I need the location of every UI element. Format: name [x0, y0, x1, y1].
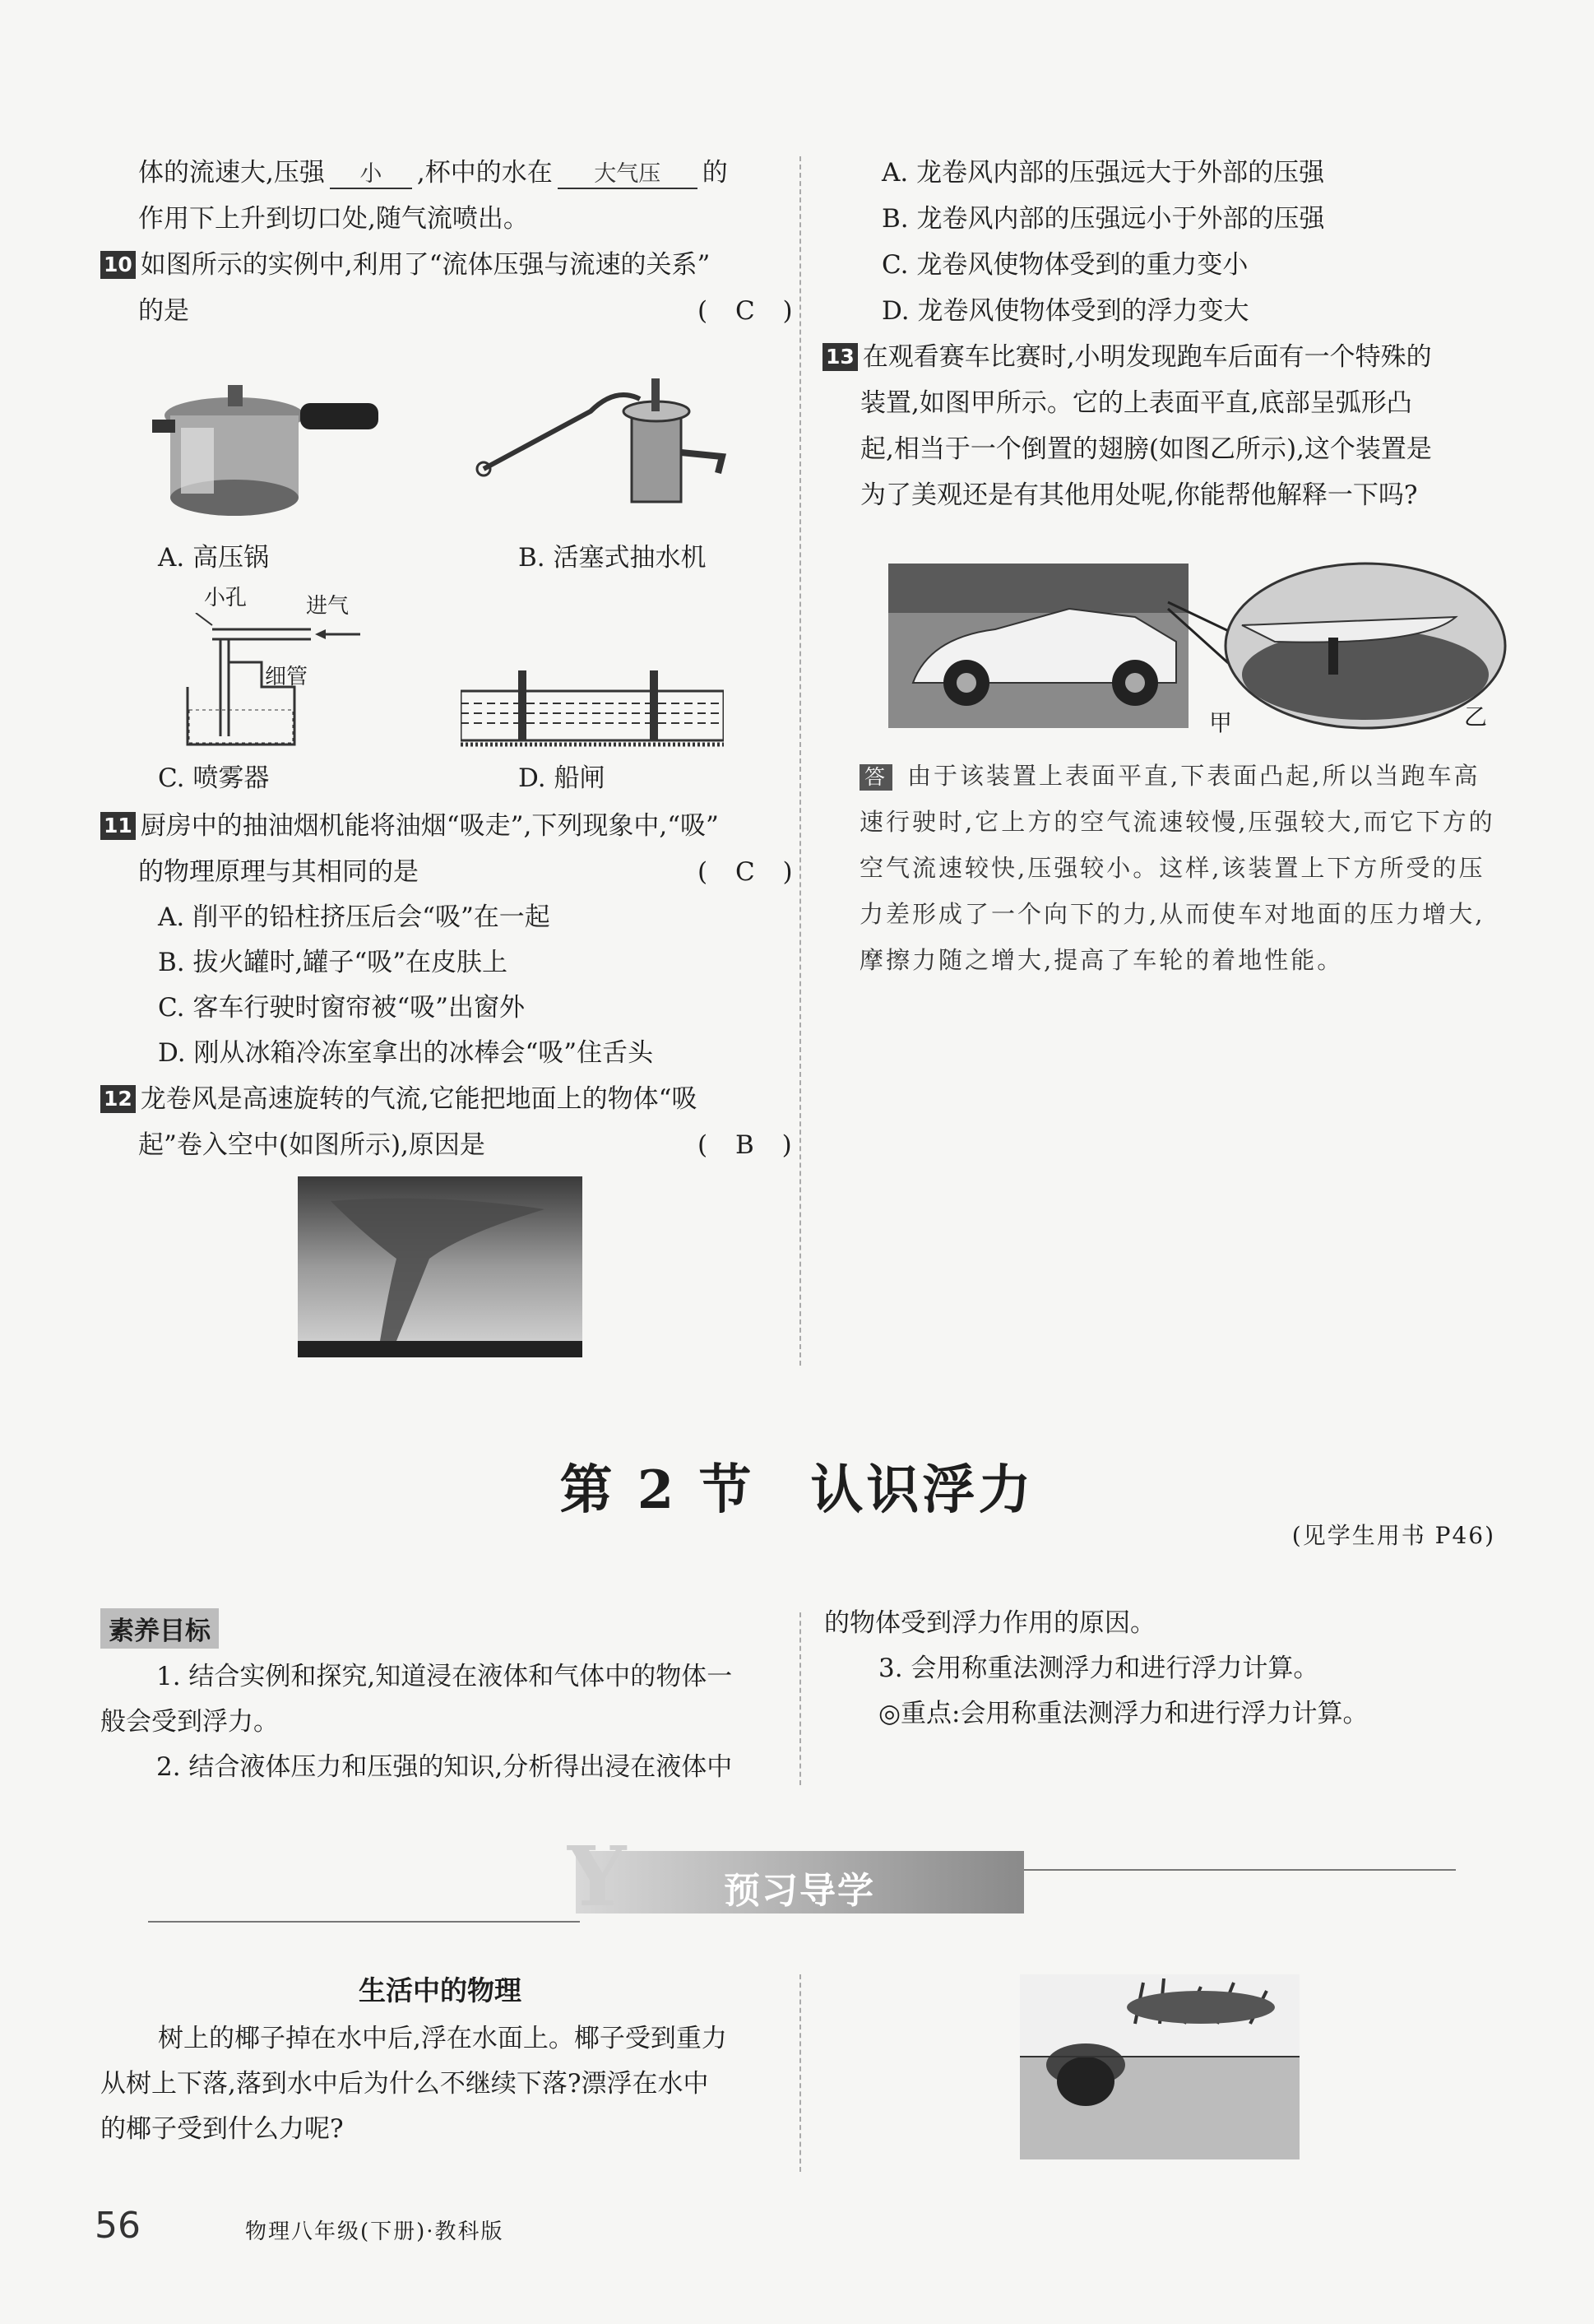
option-a-label: A. 高压锅	[158, 543, 270, 573]
question-number: 10	[100, 251, 136, 279]
question-number: 12	[100, 1085, 136, 1113]
sprayer-diagram	[179, 613, 360, 753]
option-d-label: D. 船闸	[518, 763, 605, 793]
option-b-label: B. 活塞式抽水机	[518, 543, 707, 573]
goal-line-3: 2. 结合液体压力和压强的知识,分析得出浸在液体中	[156, 1752, 733, 1782]
q12-option-c: C. 龙卷风使物体受到的重力变小	[882, 250, 1249, 280]
q12-line1: 12 龙卷风是高速旋转的气流,它能把地面上的物体“吸	[100, 1084, 697, 1115]
q9-line1: 体的流速大,压强 小 ,杯中的水在 大气压 的	[138, 158, 728, 189]
tornado-photo	[298, 1176, 582, 1357]
piston-pump-image	[475, 362, 739, 510]
goal-line-2: 般会受到浮力。	[100, 1707, 279, 1737]
label-thin-tube: 细管	[265, 665, 308, 689]
q13-line3: 起,相当于一个倒置的翅膀(如图乙所示),这个装置是	[860, 434, 1432, 464]
question-number: 13	[822, 343, 858, 371]
answer-badge: 答	[860, 764, 892, 791]
q12-line2: 起”卷入空中(如图所示),原因是	[138, 1130, 485, 1160]
label-hole: 小孔	[204, 586, 248, 610]
life-physics-line3: 的椰子受到什么力呢?	[100, 2114, 344, 2144]
q9-line2: 作用下上升到切口处,随气流喷出。	[138, 204, 529, 234]
q11-option-d: D. 刚从冰箱冷冻室拿出的冰棒会“吸”住舌头	[158, 1038, 654, 1068]
q13-answer-text: 答 由于该装置上表面平直,下表面凸起,所以当跑车高速行驶时,它上方的空气流速较慢,压强较大,而它下方的空气流速较快,压强较小。这样,该装置上下方所受的压力差形成了一个向下的力,从而使车对地面的压力增大,摩擦力随之增大,提高了车轮的着地性能。	[860, 762, 1495, 974]
life-divider	[799, 1974, 801, 2172]
q13-line2: 装置,如图甲所示。它的上表面平直,底部呈弧形凸	[860, 388, 1412, 418]
life-physics-line2: 从树上下落,落到水中后为什么不继续下落?漂浮在水中	[100, 2069, 709, 2099]
page-number: 56	[95, 2205, 141, 2247]
figure-label-yi: 乙	[1464, 703, 1488, 731]
q11-option-a: A. 削平的铅柱挤压后会“吸”在一起	[158, 902, 550, 932]
q11-option-c: C. 客车行驶时窗帘被“吸”出窗外	[158, 993, 526, 1023]
goal-line-1: 1. 结合实例和探究,知道浸在液体和气体中的物体一	[156, 1662, 733, 1691]
section-title: 第 2 节 认识浮力	[559, 1459, 1035, 1521]
book-title-footer: 物理八年级(下册)·教科版	[245, 2220, 504, 2244]
goal-line-4: 的物体受到浮力作用的原因。	[824, 1608, 1156, 1638]
textbook-reference: (见学生用书 P46)	[1291, 1522, 1495, 1549]
goal-line-5: 3. 会用称重法测浮力和进行浮力计算。	[878, 1654, 1319, 1683]
label-air-in: 进气	[306, 594, 350, 619]
life-physics-title: 生活中的物理	[280, 1970, 600, 2011]
coconut-photo	[1020, 1974, 1300, 2159]
figure-label-jia: 甲	[1209, 709, 1233, 736]
goals-tag: 素养目标	[100, 1608, 219, 1649]
banner-letter: Y	[568, 1828, 627, 1925]
q10-line1: 10 如图所示的实例中,利用了“流体压强与流速的关系”	[100, 250, 710, 281]
q12-option-b: B. 龙卷风内部的压强远小于外部的压强	[882, 204, 1325, 234]
q11-line1: 11 厨房中的抽油烟机能将油烟“吸走”,下列现象中,“吸”	[100, 811, 719, 842]
goals-divider	[799, 1612, 801, 1785]
q11-option-b: B. 拔火罐时,罐子“吸”在皮肤上	[158, 948, 508, 977]
q13-line4: 为了美观还是有其他用处呢,你能帮他解释一下吗?	[860, 480, 1418, 510]
banner-line-left	[148, 1921, 580, 1923]
answer-blank-1: 小	[330, 161, 412, 189]
pressure-cooker-image	[152, 362, 391, 526]
goal-line-6: ◎重点:会用称重法测浮力和进行浮力计算。	[878, 1699, 1369, 1728]
q10-answer: ( C )	[697, 296, 803, 326]
q13-line1: 13 在观看赛车比赛时,小明发现跑车后面有一个特殊的	[822, 342, 1432, 373]
q12-option-a: A. 龙卷风内部的压强远大于外部的压强	[882, 158, 1325, 188]
life-physics-line1: 树上的椰子掉在水中后,浮在水面上。椰子受到重力	[158, 2024, 727, 2053]
option-c-label: C. 喷雾器	[158, 763, 270, 793]
question-number: 11	[100, 812, 136, 840]
banner-label: 预习导学	[724, 1870, 875, 1912]
answer-blank-2: 大气压	[558, 161, 697, 189]
q11-answer: ( C )	[697, 857, 803, 887]
q10-line2: 的是	[138, 296, 189, 326]
ship-lock-diagram	[461, 662, 724, 753]
preview-banner	[568, 1828, 1024, 1925]
q11-line2: 的物理原理与其相同的是	[138, 857, 419, 887]
q12-answer: ( B )	[697, 1130, 802, 1160]
q12-option-d: D. 龙卷风使物体受到的浮力变大	[882, 296, 1249, 326]
banner-line-right	[1020, 1869, 1456, 1871]
column-divider	[799, 156, 801, 1366]
